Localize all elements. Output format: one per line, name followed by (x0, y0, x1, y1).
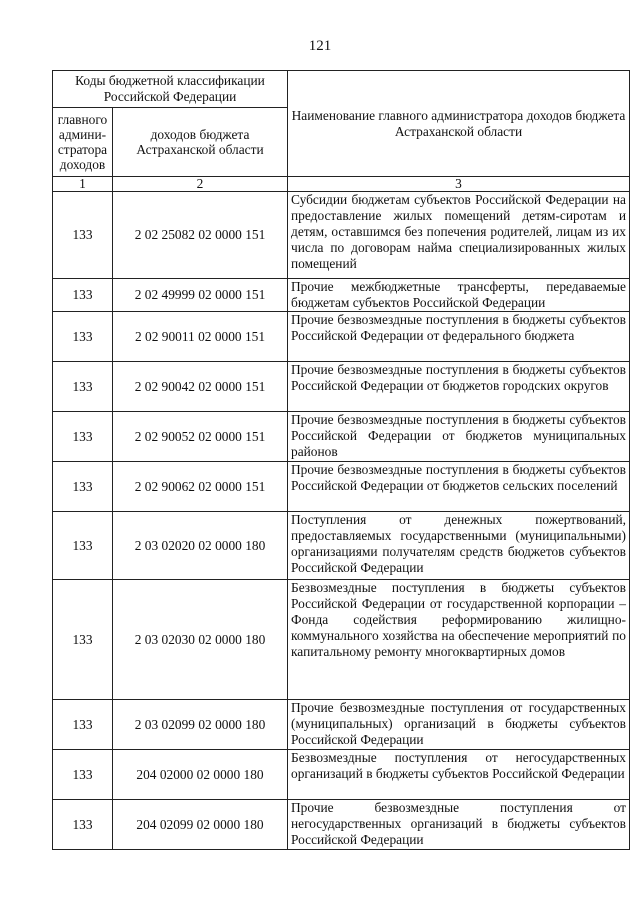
income-name-cell: Прочие безвозмездные поступления от негосударственных организаций в бюджеты субъектов Российской Федерации (288, 800, 630, 850)
column-number-2: 2 (113, 177, 288, 192)
income-code-cell: 2 02 90052 02 0000 151 (113, 412, 288, 462)
income-code-cell: 2 02 90042 02 0000 151 (113, 362, 288, 412)
table-row (53, 192, 630, 279)
income-code-cell: 2 02 49999 02 0000 151 (113, 279, 288, 312)
income-name-cell: Прочие безвозмездные поступления в бюджеты субъектов Российской Федерации от бюджетов городских округов (288, 362, 630, 412)
table-row (53, 462, 630, 512)
income-code-cell: 2 03 02020 02 0000 180 (113, 512, 288, 580)
admin-code-cell: 133 (53, 192, 113, 279)
header-code-column: доходов бюджета Астраханской области (113, 108, 288, 177)
income-name-cell: Прочие безвозмездные поступления в бюджеты субъектов Российской Федерации от бюджетов муниципальных районов (288, 412, 630, 462)
table-row (53, 279, 630, 312)
admin-code-cell: 133 (53, 412, 113, 462)
admin-code-cell: 133 (53, 279, 113, 312)
admin-code-cell: 133 (53, 700, 113, 750)
column-number-1: 1 (53, 177, 113, 192)
admin-code-cell: 133 (53, 800, 113, 850)
admin-code-cell: 133 (53, 462, 113, 512)
budget-classification-table (52, 70, 630, 850)
header-admin-column: главного админи- стратора доходов (53, 108, 113, 177)
admin-code-cell: 133 (53, 362, 113, 412)
table-row (53, 512, 630, 580)
table-row (53, 800, 630, 850)
income-name-cell: Безвозмездные поступления в бюджеты субъектов Российской Федерации от государственной корпорации – Фонда содействия реформированию жилищно-коммунального хозяйства на обеспечение мероприятий по капитальному ремонту многоквартирных домов (288, 580, 630, 700)
income-name-cell: Прочие безвозмездные поступления от государственных (муниципальных) организаций в бюджеты субъектов Российской Федерации (288, 700, 630, 750)
income-code-cell: 2 03 02099 02 0000 180 (113, 700, 288, 750)
table-row (53, 362, 630, 412)
admin-code-cell: 133 (53, 580, 113, 700)
income-code-cell: 2 02 90062 02 0000 151 (113, 462, 288, 512)
page-number: 121 (308, 38, 332, 54)
income-code-cell: 2 02 25082 02 0000 151 (113, 192, 288, 279)
admin-code-cell: 133 (53, 312, 113, 362)
column-number-3: 3 (288, 177, 630, 192)
admin-code-cell: 133 (53, 512, 113, 580)
table-row (53, 580, 630, 700)
income-code-cell: 204 02099 02 0000 180 (113, 800, 288, 850)
header-name-column: Наименование главного администратора доходов бюджета Астраханской области (288, 71, 630, 177)
income-code-cell: 2 02 90011 02 0000 151 (113, 312, 288, 362)
admin-code-cell: 133 (53, 750, 113, 800)
income-code-cell: 204 02000 02 0000 180 (113, 750, 288, 800)
income-name-cell: Безвозмездные поступления от негосударственных организаций в бюджеты субъектов Российской Федерации (288, 750, 630, 800)
table-body (53, 192, 630, 850)
table-row (53, 312, 630, 362)
income-code-cell: 2 03 02030 02 0000 180 (113, 580, 288, 700)
table-row (53, 700, 630, 750)
income-name-cell: Субсидии бюджетам субъектов Российской Федерации на предоставление жилых помещений детям-сиротам и детям, оставшимся без попечения родителей, лицам из их числа по договорам найма специализированных жилых помещений (288, 192, 630, 279)
income-name-cell: Поступления от денежных пожертвований, предоставляемых государственными (муниципальными) организациями получателям средств бюджетов субъектов Российской Федерации (288, 512, 630, 580)
income-name-cell: Прочие межбюджетные трансферты, передаваемые бюджетам субъектов Российской Федерации (288, 279, 630, 312)
header-codes-group: Коды бюджетной классификации Российской Федерации (53, 71, 288, 108)
income-name-cell: Прочие безвозмездные поступления в бюджеты субъектов Российской Федерации от бюджетов сельских поселений (288, 462, 630, 512)
table-row (53, 412, 630, 462)
income-name-cell: Прочие безвозмездные поступления в бюджеты субъектов Российской Федерации от федерального бюджета (288, 312, 630, 362)
table-row (53, 750, 630, 800)
